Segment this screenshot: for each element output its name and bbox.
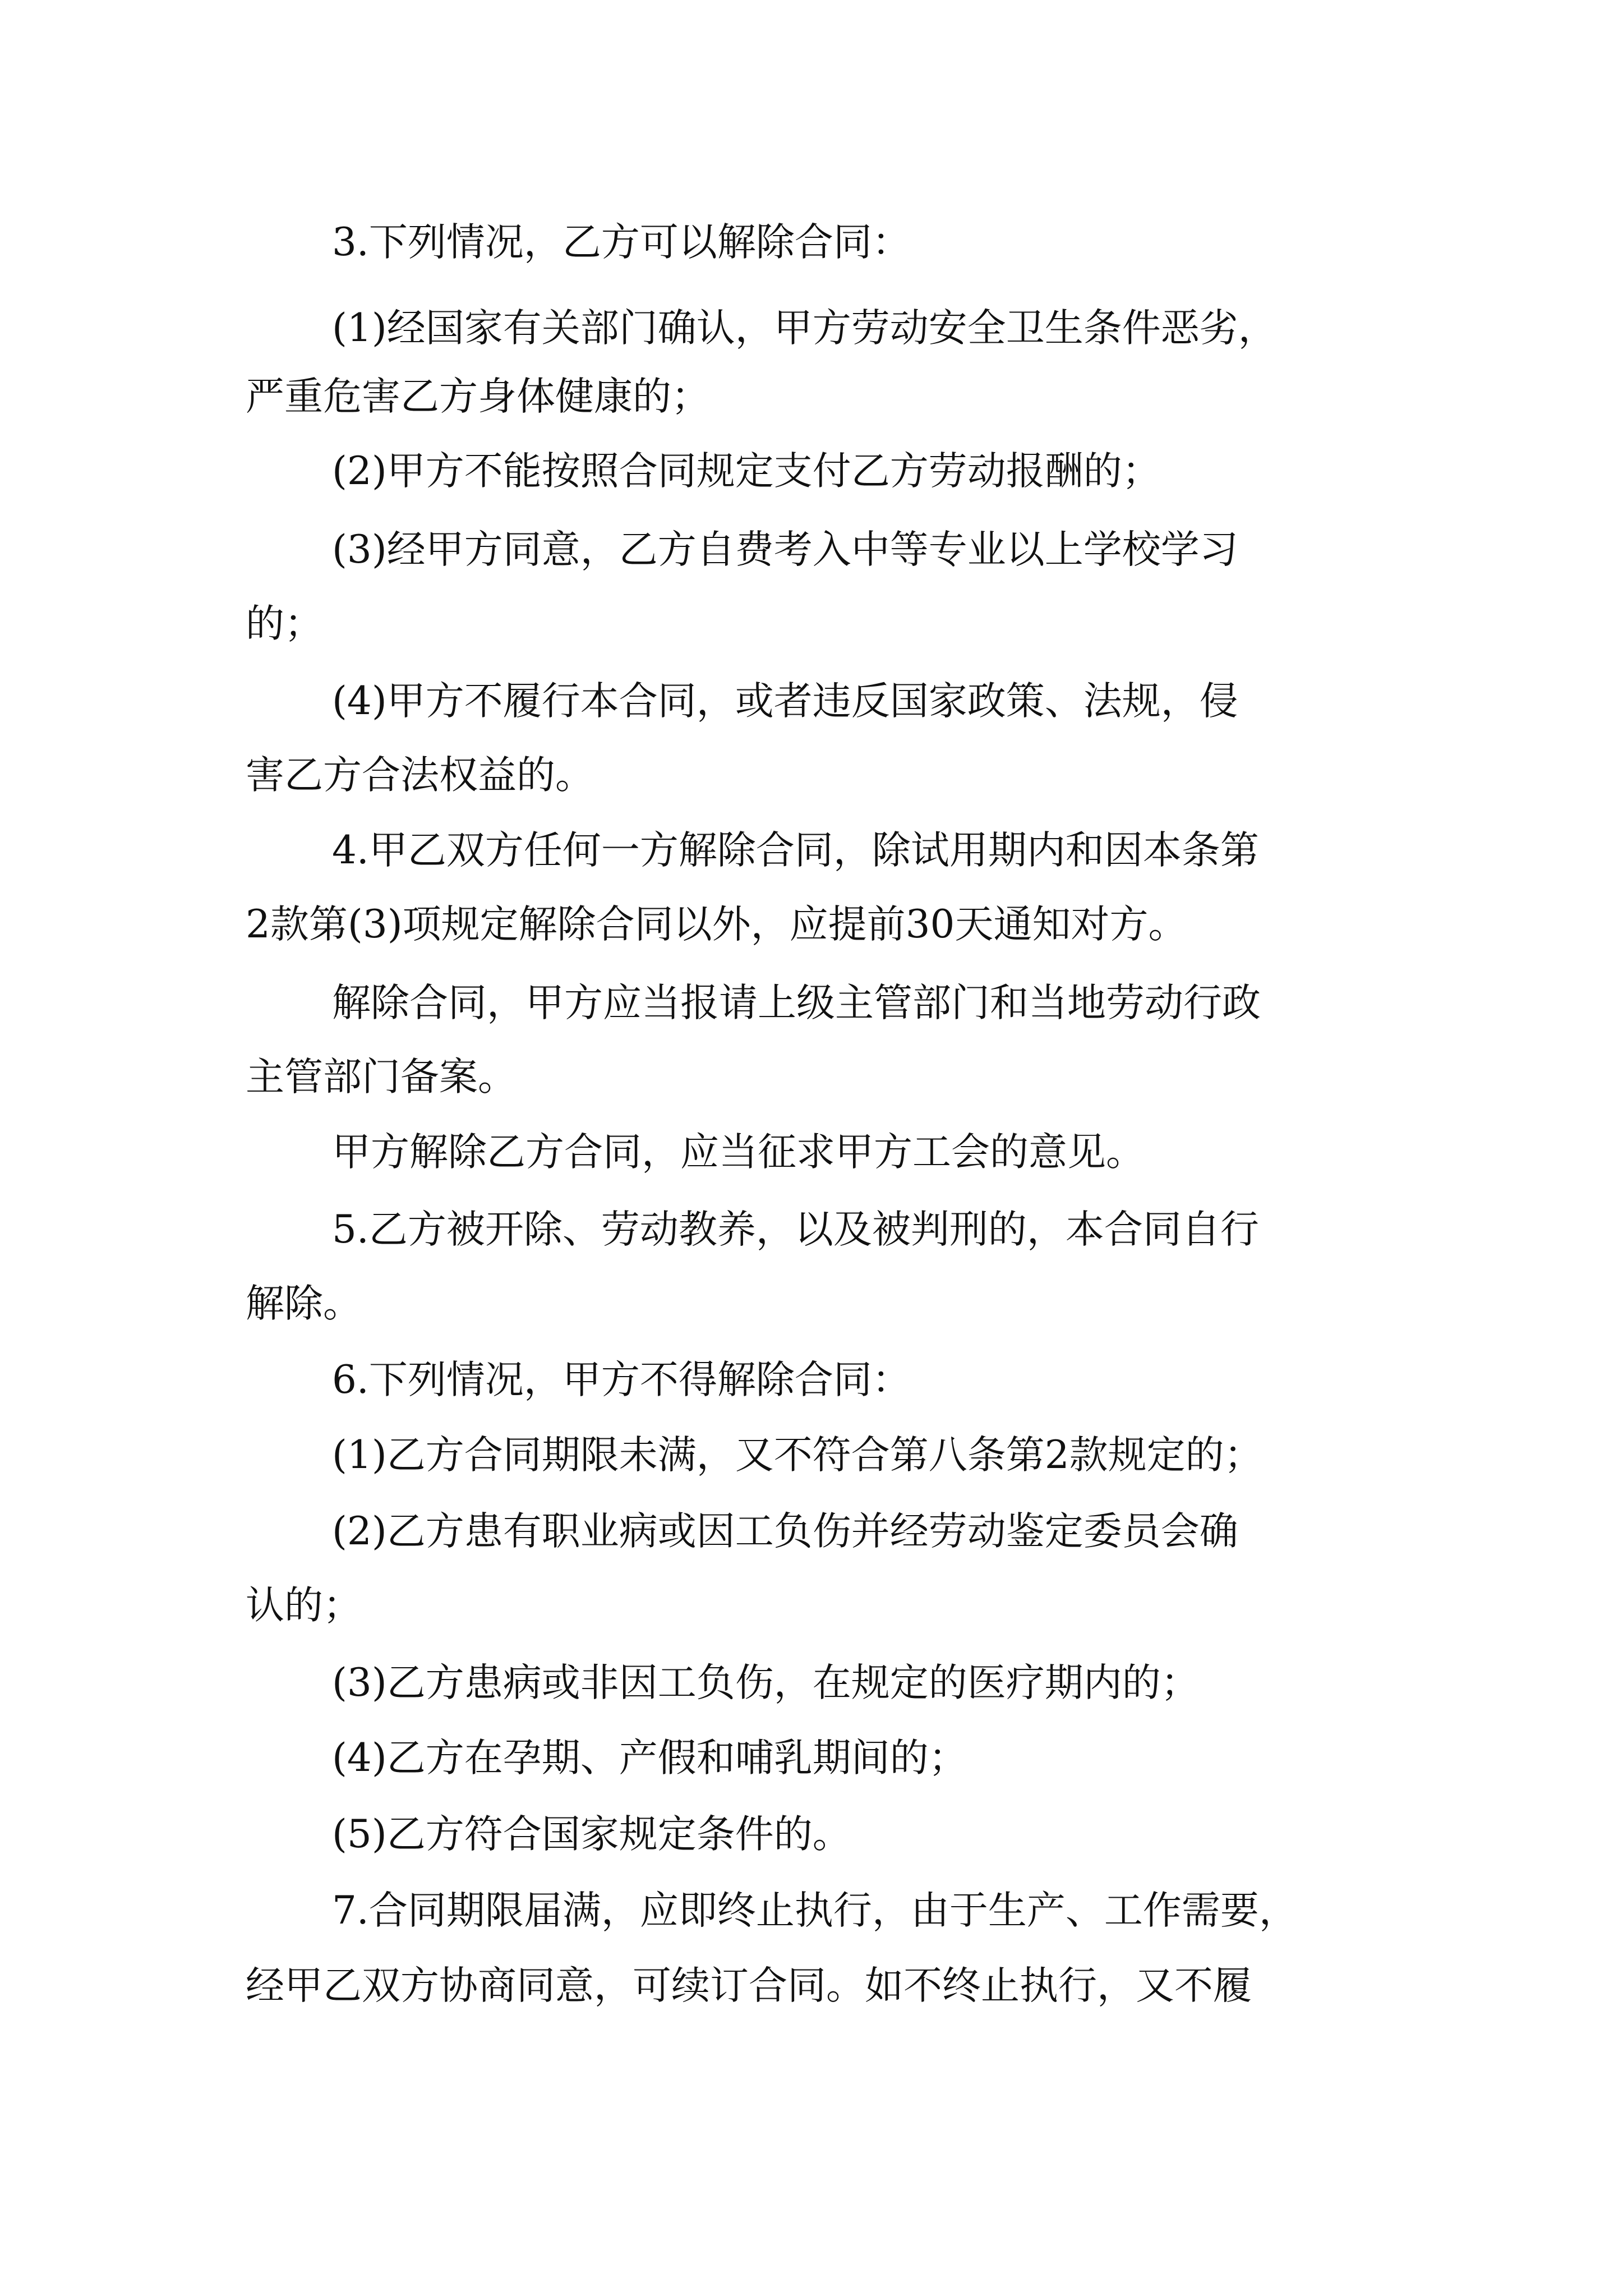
paragraph-line: 6.下列情况，甲方不得解除合同： — [332, 1358, 911, 1402]
paragraph-line: (1)乙方合同期限未满，又不符合第八条第2款规定的； — [332, 1433, 1263, 1478]
paragraph-line: (2)甲方不能按照合同规定支付乙方劳动报酬的； — [332, 449, 1161, 494]
paragraph-line: (4)甲方不履行本合同，或者违反国家政策、法规，侵 — [332, 679, 1238, 724]
paragraph-line: 的； — [246, 601, 323, 646]
paragraph-line: (2)乙方患有职业病或因工负伤并经劳动鉴定委员会确 — [332, 1509, 1238, 1554]
paragraph-line: (3)乙方患病或非因工负伤，在规定的医疗期内的； — [332, 1660, 1200, 1705]
paragraph-line: 认的； — [246, 1583, 362, 1628]
paragraph-line: 经甲乙双方协商同意，可续订合同。如不终止执行，又不履 — [246, 1963, 1252, 2008]
paragraph-line: 主管部门备案。 — [246, 1055, 517, 1099]
paragraph-line: 7.合同期限届满，应即终止执行，由于生产、工作需要， — [332, 1888, 1298, 1933]
paragraph-line: 解除合同，甲方应当报请上级主管部门和当地劳动行政 — [332, 981, 1261, 1025]
paragraph-line: (4)乙方在孕期、产假和哺乳期间的； — [332, 1736, 967, 1780]
paragraph-line: (5)乙方符合国家规定条件的。 — [332, 1812, 851, 1857]
paragraph-line: (3)经甲方同意，乙方自费考入中等专业以上学校学习 — [332, 527, 1238, 572]
paragraph-line: 2款第(3)项规定解除合同以外，应提前30天通知对方。 — [246, 902, 1187, 947]
paragraph-line: 解除。 — [246, 1281, 362, 1326]
paragraph-line: (1)经国家有关部门确认，甲方劳动安全卫生条件恶劣， — [332, 306, 1277, 351]
paragraph-line: 害乙方合法权益的。 — [246, 753, 594, 798]
paragraph-line: 严重危害乙方身体健康的； — [246, 374, 710, 419]
paragraph-line: 5.乙方被开除、劳动教养，以及被判刑的，本合同自行 — [332, 1207, 1259, 1252]
paragraph-line: 3.下列情况，乙方可以解除合同： — [332, 220, 911, 265]
paragraph-line: 4.甲乙双方任何一方解除合同，除试用期内和因本条第 — [332, 828, 1259, 873]
paragraph-line: 甲方解除乙方合同，应当征求甲方工会的意见。 — [332, 1130, 1145, 1175]
